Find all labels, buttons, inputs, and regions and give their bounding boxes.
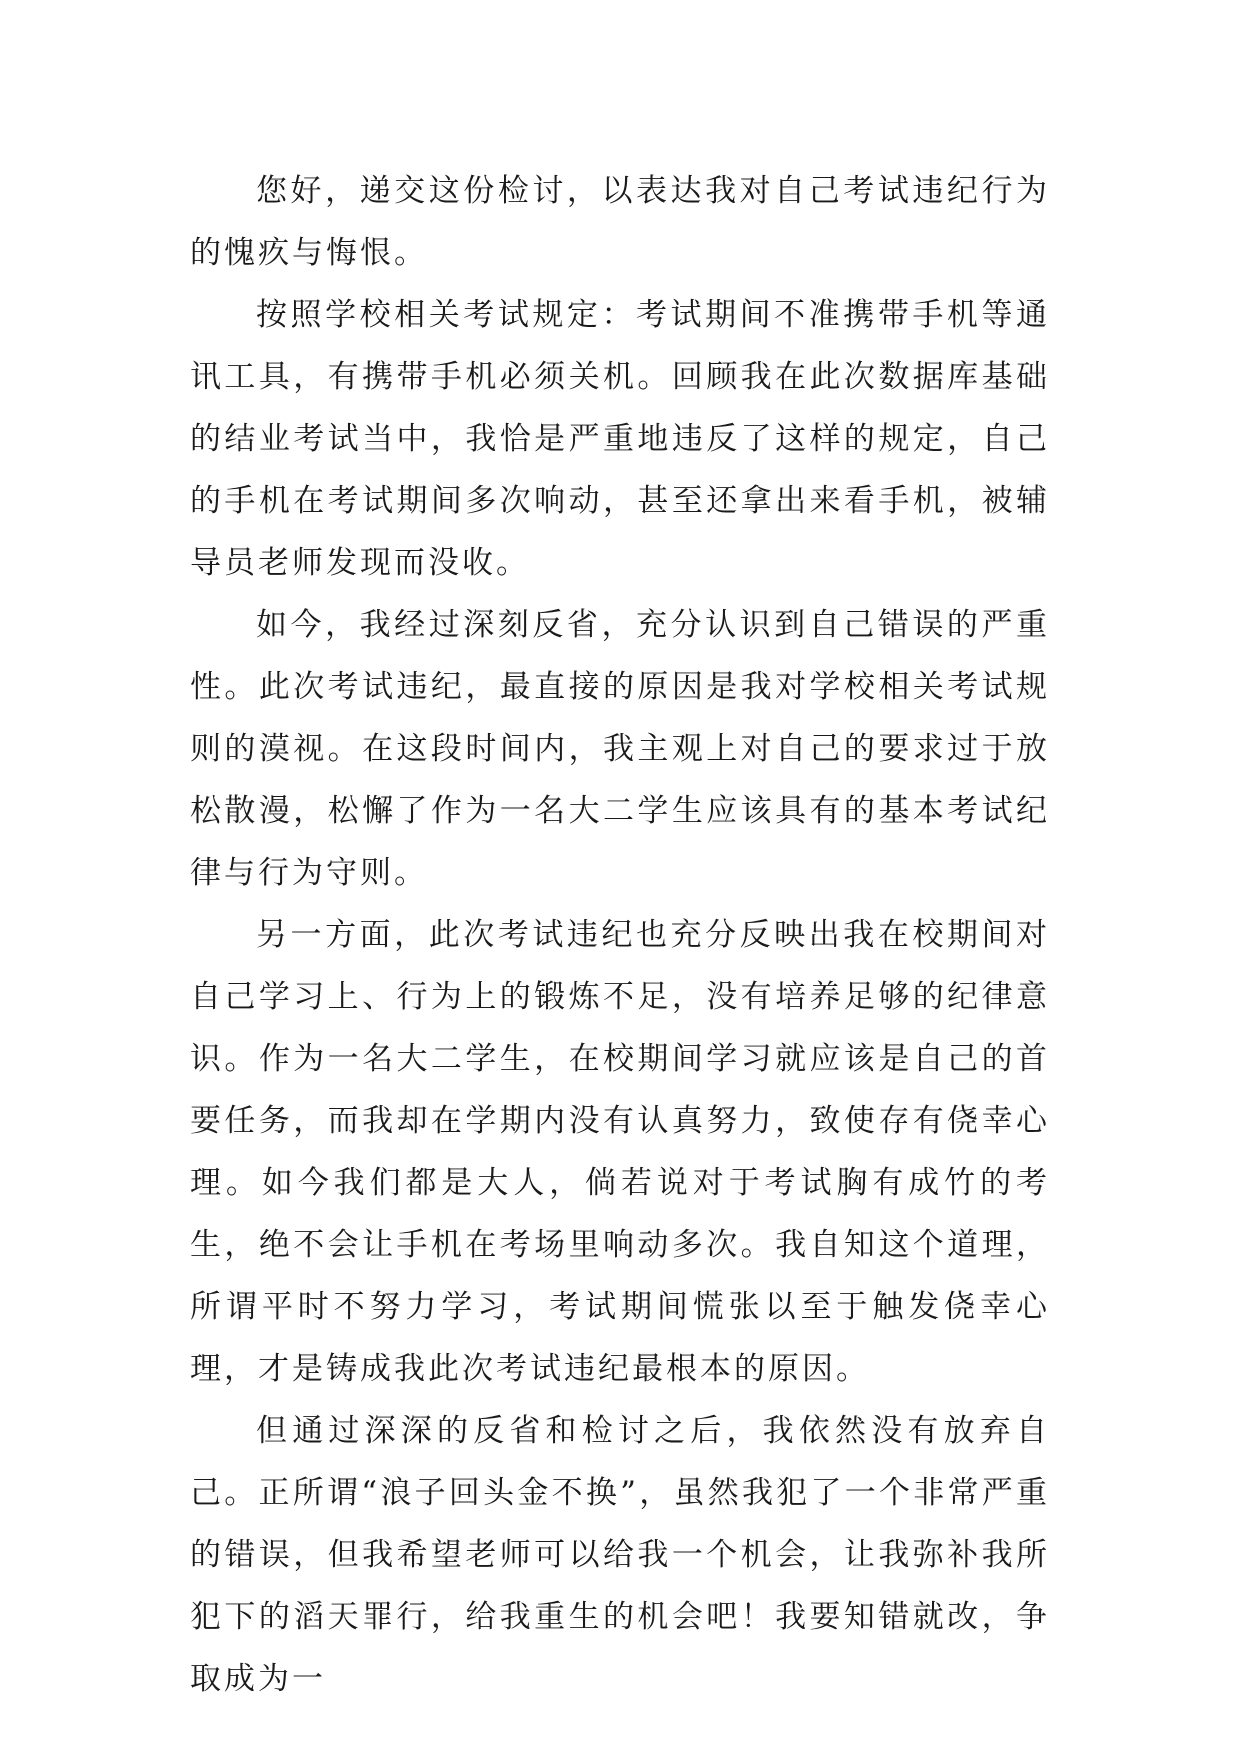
paragraph-exam-rules: 按照学校相关考试规定：考试期间不准携带手机等通讯工具，有携带手机必须关机。回顾我在此次数据库基础的结业考试当中，我恰是严重地违反了这样的规定，自己的手机在考试期间多次响动，甚至还拿出来看手机，被辅导员老师发现而没收。 (190, 297, 1050, 581)
paragraph-other-aspect: 另一方面，此次考试违纪也充分反映出我在校期间对自己学习上、行为上的锻炼不足，没有培养足够的纪律意识。作为一名大二学生，在校期间学习就应该是自己的首要任务，而我却在学期内没有认真努力，致使存有侥幸心理。如今我们都是大人，倘若说对于考试胸有成竹的考生，绝不会让手机在考场里响动多次。我自知这个道理，所谓平时不努力学习，考试期间慌张以至于触发侥幸心理，才是铸成我此次考试违纪最根本的原因。 (190, 917, 1050, 1387)
paragraph-resolution: 但通过深深的反省和检讨之后，我依然没有放弃自己。正所谓“浪子回头金不换”，虽然我犯了一个非常严重的错误，但我希望老师可以给我一个机会，让我弥补我所犯下的滔天罪行，给我重生的机会吧！我要知错就改，争取成为一 (190, 1413, 1050, 1697)
paragraph-reflection: 如今，我经过深刻反省，充分认识到自己错误的严重性。此次考试违纪，最直接的原因是我对学校相关考试规则的漠视。在这段时间内，我主观上对自己的要求过于放松散漫，松懈了作为一名大二学生应该具有的基本考试纪律与行为守则。 (190, 607, 1050, 891)
paragraph-greeting: 您好，递交这份检讨，以表达我对自己考试违纪行为的愧疚与悔恨。 (190, 173, 1050, 271)
document-body (190, 160, 1050, 1710)
